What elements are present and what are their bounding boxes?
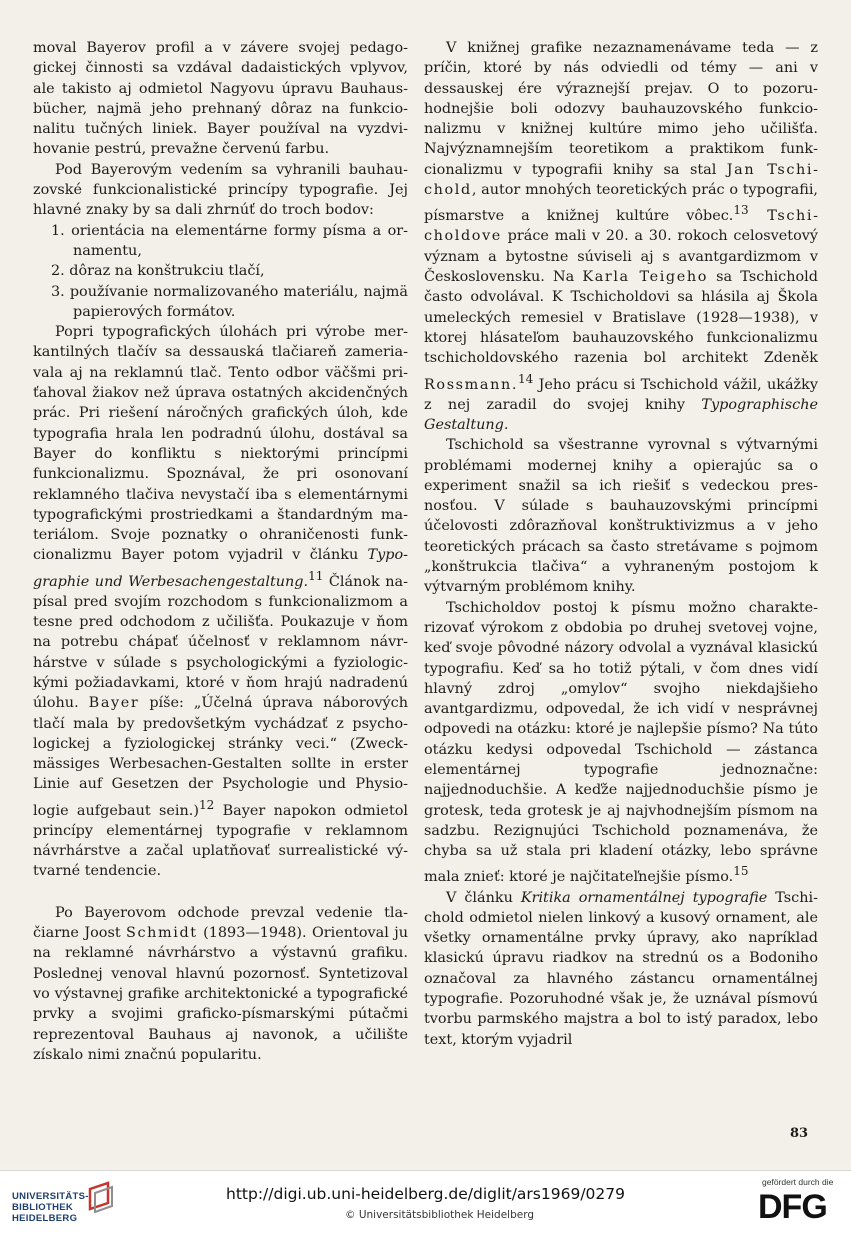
paragraph	[424, 598, 818, 888]
text: , autor mnohých teoretických prác o typografii, písmarstve a knižnej kultúre vôbec.	[424, 182, 818, 225]
name-spaced: Schmidt	[126, 925, 198, 942]
footnote-ref: 13	[733, 203, 749, 218]
page-number: 83	[790, 1126, 809, 1141]
text: (1893—1948). Orientoval ju na reklamné návrhárstvo a výstavnú grafiku. Poslednej venoval hlavnú pozornosť. Syntetizoval vo výstavnej grafike architektonické a typografické prvky a svojimi graficko-písmarskými pútačmi reprezentoval Bauhaus aj navonok, a učilište získalo nimi značnú popularitu.	[33, 925, 408, 1063]
paragraph	[33, 903, 408, 1065]
article-title: Kritika ornamentálnej typografie	[520, 889, 768, 906]
text: práce mali v 20. a 30. rokoch celosvetový význam a bytostne súviseli aj s avantgardizmom v Československu. Na	[424, 228, 818, 286]
book-title: Typographische Gestaltung.	[424, 396, 818, 433]
footer-bar	[0, 1170, 851, 1236]
list-item: 3. používanie normalizovaného materiálu, najmä papierových formátov.	[51, 283, 408, 320]
funder-caption: gefördert durch die	[762, 1177, 834, 1187]
text: Jeho prácu si Tschichold vážil, ukážky z nej zaradil do svojej knihy	[424, 376, 818, 413]
text: Bayer napokon odmietol princípy elementárnej typografie v reklamnom návrhárstve a začal uplatňovať surrealistické výtvarné tendencie.	[33, 802, 408, 880]
text: V článku	[446, 889, 521, 906]
right-column	[424, 38, 818, 1050]
library-name-line: HEIDELBERG	[12, 1213, 78, 1224]
footnote-ref: 14	[518, 371, 534, 386]
footnote-ref: 12	[198, 797, 215, 812]
list-item: 1. orientácia na elementárne formy písma a ornamentu,	[51, 222, 408, 259]
article-title: Typographie und Werbesachengestaltung.	[33, 547, 408, 590]
library-name-line: UNIVERSITÄTS-	[12, 1191, 89, 1202]
paragraph	[424, 888, 818, 1050]
name-spaced: Bayer	[88, 695, 140, 712]
paragraph: Tschichold sa všestranne vyrovnal s výtvarnými problémami modernej knihy a opierajúc sa o experiment snažil sa ich riešiť s vedeckou presnosťou. V súlade s bauhauzovskými princípmi účelovosti zdôrazňoval konštruktivizmus a v jeho teoretických prácach sa často stretávame s pojmom „konštrukcia tlačiva“ a vyhraneným postojom k výtvarným problémom knihy.	[424, 437, 818, 596]
library-emblem-icon	[86, 1179, 116, 1215]
text: Článok napísal pred svojím rozchodom s funkcionalizmom a tesne pred odchodom z učilišťa. Poukazuje v ňom na potrebu chápať účelnosť v reklamnom návrhárstve v súlade s psychologickými a fyziologickými požiadavkami, ktoré v ňom hrajú nadradenú úlohu.	[33, 573, 409, 712]
text: píše: „Účelná úprava náborových tlačí mala by predovšetkým vychádzať z psychologickej a fyziologickej stránky veci.“ (Zweckmässiges Werbesachen-Gestalten sollte in erster Linie auf Gesetzen der Psychologie und Physiologie aufgebaut sein.)	[33, 695, 408, 819]
paragraph: Pod Bayerovým vedením sa vyhranili bauhauzovské funkcionalistické princípy typografie. Jej hlavné znaky by sa dali zhrnúť do troch bodov:	[33, 161, 408, 219]
text: Po Bayerovom odchode prevzal vedenie tlačiarne Joost	[33, 904, 408, 942]
text: V knižnej grafike nezaznamenávame teda — z príčin, ktoré by nás odviedli od témy — ani v dessauskej ére výraznejší prejav. O to pozoruhodnejšie boli odozvy bauhauzovského funkcionalizmu v knižnej kultúre mimo jeho učilišťa. Najvýznamnejším teoretikom a praktikom funkcionalizmu v typografii knihy sa stal	[424, 40, 818, 178]
paragraph	[424, 38, 818, 435]
principles-list	[33, 221, 408, 322]
text: Tschichold odmietol nielen linkový a kusový ornament, ale všetky ornamentálne prvky úpravy, ako napríklad klasickú úpravu riadkov na strednú os a Bodoniho označoval za hlavného zástancu ornamentálnej typografie. Pozoruhodné však je, že uznával písmovú tvorbu parmského majstra a bol to istý paradox, lebo text, ktorým vyjadril	[424, 889, 818, 1048]
copyright-notice: © Universitätsbibliothek Heidelberg	[345, 1209, 535, 1221]
list-item: 2. dôraz na konštrukciu tlačí,	[51, 263, 265, 280]
text: Tschicholdov postoj k písmu možno charakterizovať výrokom z obdobia po druhej svetovej vojne, keď svoje pôvodné názory odvolal a vyznával klasickú typografiu. Keď sa ho totiž pýtali, v čom dnes vidí hlavný zdroj „omylov“ svojho niekdajšieho avantgardizmu, odpovedal, že ich vidí v nesprávnej odpovedi na otázku: ktoré je najlepšie písmo? Na túto otázku kedysi odpovedal Tschichold — zástanca elementárnej typografie jednoznačne: najjednoduchšie. A keďže najjednoduchšie písmo je grotesk, teda grotesk je aj najvhodnejším písmom na sadzbu. Rezignujúci Tschichold poznamenáva, že chyba sa už stala pri kladení otázky, lebo správne mala znieť: ktoré je najčitateľnejšie písmo.	[424, 599, 818, 886]
paragraph	[33, 322, 408, 882]
text: Popri typografických úlohách pri výrobe merkantilných tlačív sa dessauská tlačiareň zameriavala aj na reklamnú tlač. Tento odbor väčšmi priťahoval žiakov než úprava ostatných akcidenčných prác. Pri riešení náročných grafických úloh, kde typografia hrala len podradnú úlohu, dostával sa Bayer do konfliktu s niektorými princípmi funkcionalizmu. Spoznával, že pri osonovaní reklamného tlačiva nevystačí iba s elementárnymi typografickými prostriedkami a štandardným materiálom. Svoje poznatky o ohraničenosti funkcionalizmu Bayer potom vyjadril v článku	[33, 324, 408, 564]
dfg-logo[interactable]: DFG	[758, 1188, 827, 1226]
footnote-ref: 15	[733, 864, 749, 879]
text: sa Tschichold často odvolával. K Tschicholdovi sa hlásila aj Škola umeleckých remesiel v Bratislave (1928—1938), v ktorej hlásateľom bauhauzovského funkcionalizmu tschicholdovského razenia bol architekt Zdeněk	[424, 269, 818, 367]
paragraph: moval Bayerov profil a v závere svojej pedagogickej činnosti sa vzdával dadaistických vplyvov, ale takisto aj odmietol Nagyovu úpravu Bauhausbücher, najmä jeho prehnaný dôraz na funkcionalitu tučných liniek. Bayer používal na vyzdvihovanie pestrú, prevažne červenú farbu.	[33, 40, 408, 158]
name-spaced: Jan Tschichold	[424, 161, 818, 199]
library-name-line: BIBLIOTHEK	[12, 1202, 74, 1213]
name-spaced: Rossmann.	[424, 376, 519, 393]
left-column	[33, 38, 408, 1065]
permalink-url[interactable]: http://digi.ub.uni-heidelberg.de/diglit/ars1969/0279	[226, 1185, 625, 1203]
footnote-ref: 11	[308, 568, 324, 583]
name-spaced: Karla Teigeho	[582, 269, 708, 286]
name-spaced: Tschicholdove	[424, 208, 818, 245]
